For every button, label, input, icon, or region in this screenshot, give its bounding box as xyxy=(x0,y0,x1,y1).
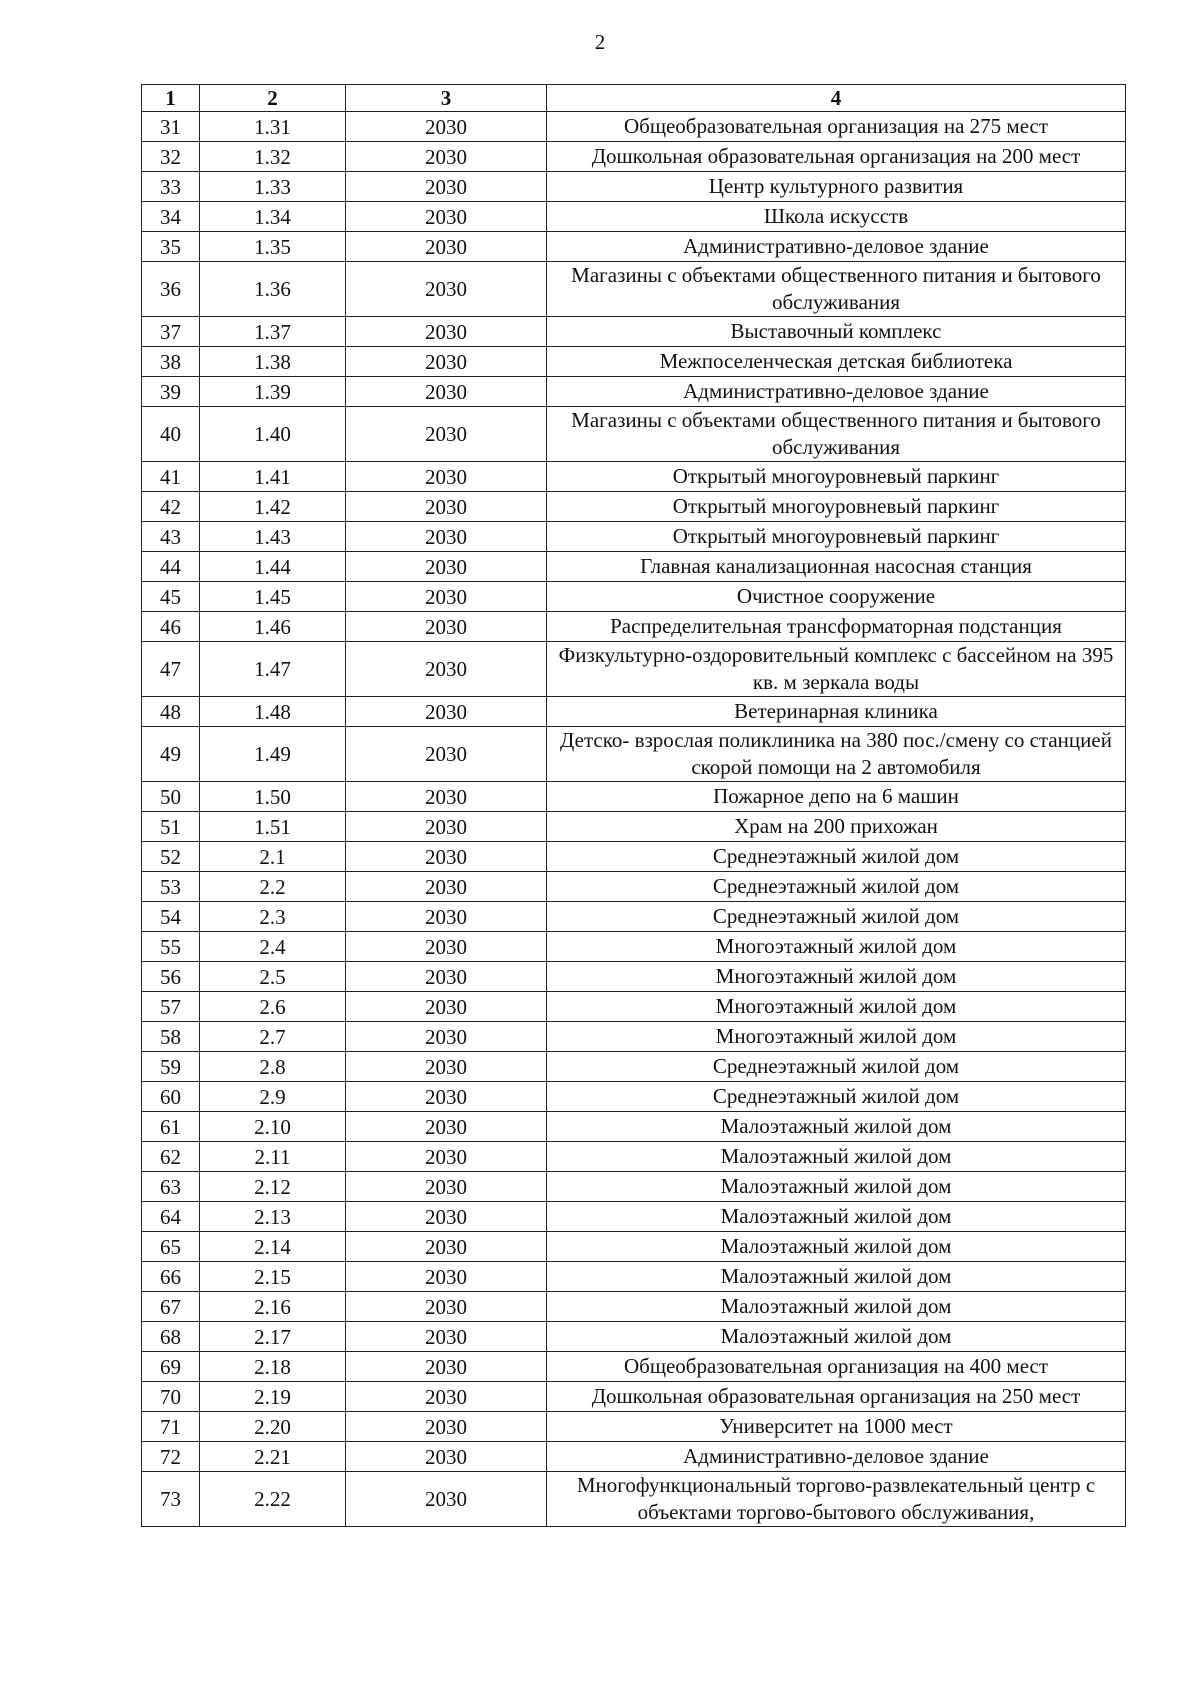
object-description-cell: Физкультурно-оздоровительный комплекс с бассейном на 395 кв. м зеркала воды xyxy=(547,642,1126,697)
object-description-cell: Малоэтажный жилой дом xyxy=(547,1172,1126,1202)
year-cell: 2030 xyxy=(346,1202,547,1232)
object-description-cell: Открытый многоуровневый паркинг xyxy=(547,522,1126,552)
year-cell: 2030 xyxy=(346,262,547,317)
object-description-cell: Административно-деловое здание xyxy=(547,377,1126,407)
row-number-cell: 51 xyxy=(142,812,200,842)
object-code-cell: 2.15 xyxy=(200,1262,346,1292)
object-description-cell: Малоэтажный жилой дом xyxy=(547,1112,1126,1142)
year-cell: 2030 xyxy=(346,932,547,962)
object-description-cell: Пожарное депо на 6 машин xyxy=(547,782,1126,812)
object-code-cell: 1.51 xyxy=(200,812,346,842)
object-description-cell: Выставочный комплекс xyxy=(547,317,1126,347)
table-body xyxy=(142,112,1126,1527)
object-description-cell: Малоэтажный жилой дом xyxy=(547,1322,1126,1352)
table-row xyxy=(142,642,1126,697)
table-row xyxy=(142,142,1126,172)
year-cell: 2030 xyxy=(346,812,547,842)
table-row xyxy=(142,347,1126,377)
table-row xyxy=(142,1322,1126,1352)
row-number-cell: 34 xyxy=(142,202,200,232)
row-number-cell: 69 xyxy=(142,1352,200,1382)
object-code-cell: 2.21 xyxy=(200,1442,346,1472)
row-number-cell: 71 xyxy=(142,1412,200,1442)
table-row xyxy=(142,522,1126,552)
year-cell: 2030 xyxy=(346,1412,547,1442)
object-description-cell: Малоэтажный жилой дом xyxy=(547,1262,1126,1292)
table-row xyxy=(142,612,1126,642)
object-code-cell: 2.5 xyxy=(200,962,346,992)
object-code-cell: 2.17 xyxy=(200,1322,346,1352)
object-description-cell: Малоэтажный жилой дом xyxy=(547,1232,1126,1262)
year-cell: 2030 xyxy=(346,902,547,932)
table-row xyxy=(142,1112,1126,1142)
year-cell: 2030 xyxy=(346,1322,547,1352)
object-description-cell: Среднеэтажный жилой дом xyxy=(547,902,1126,932)
year-cell: 2030 xyxy=(346,1472,547,1527)
object-code-cell: 2.10 xyxy=(200,1112,346,1142)
year-cell: 2030 xyxy=(346,1232,547,1262)
row-number-cell: 73 xyxy=(142,1472,200,1527)
table-row xyxy=(142,1442,1126,1472)
row-number-cell: 44 xyxy=(142,552,200,582)
row-number-cell: 64 xyxy=(142,1202,200,1232)
table-row xyxy=(142,1352,1126,1382)
year-cell: 2030 xyxy=(346,142,547,172)
object-code-cell: 2.4 xyxy=(200,932,346,962)
table-row xyxy=(142,697,1126,727)
year-cell: 2030 xyxy=(346,1352,547,1382)
object-code-cell: 1.37 xyxy=(200,317,346,347)
table-row xyxy=(142,262,1126,317)
object-description-cell: Школа искусств xyxy=(547,202,1126,232)
row-number-cell: 48 xyxy=(142,697,200,727)
table-row xyxy=(142,492,1126,522)
object-code-cell: 1.34 xyxy=(200,202,346,232)
object-code-cell: 2.12 xyxy=(200,1172,346,1202)
row-number-cell: 52 xyxy=(142,842,200,872)
row-number-cell: 59 xyxy=(142,1052,200,1082)
row-number-cell: 72 xyxy=(142,1442,200,1472)
column-header: 4 xyxy=(547,85,1126,112)
table-row xyxy=(142,1412,1126,1442)
table-row xyxy=(142,112,1126,142)
object-code-cell: 2.1 xyxy=(200,842,346,872)
row-number-cell: 65 xyxy=(142,1232,200,1262)
object-code-cell: 1.33 xyxy=(200,172,346,202)
object-code-cell: 2.11 xyxy=(200,1142,346,1172)
year-cell: 2030 xyxy=(346,1082,547,1112)
row-number-cell: 35 xyxy=(142,232,200,262)
object-code-cell: 1.44 xyxy=(200,552,346,582)
year-cell: 2030 xyxy=(346,1112,547,1142)
table-row xyxy=(142,1232,1126,1262)
year-cell: 2030 xyxy=(346,317,547,347)
table-header-row xyxy=(142,85,1126,112)
row-number-cell: 56 xyxy=(142,962,200,992)
object-description-cell: Главная канализационная насосная станция xyxy=(547,552,1126,582)
object-code-cell: 1.35 xyxy=(200,232,346,262)
year-cell: 2030 xyxy=(346,992,547,1022)
object-code-cell: 1.38 xyxy=(200,347,346,377)
row-number-cell: 40 xyxy=(142,407,200,462)
year-cell: 2030 xyxy=(346,1442,547,1472)
row-number-cell: 49 xyxy=(142,727,200,782)
table-row xyxy=(142,902,1126,932)
year-cell: 2030 xyxy=(346,1052,547,1082)
year-cell: 2030 xyxy=(346,697,547,727)
object-description-cell: Университет на 1000 мест xyxy=(547,1412,1126,1442)
row-number-cell: 66 xyxy=(142,1262,200,1292)
object-description-cell: Ветеринарная клиника xyxy=(547,697,1126,727)
year-cell: 2030 xyxy=(346,347,547,377)
table-row xyxy=(142,1082,1126,1112)
year-cell: 2030 xyxy=(346,522,547,552)
year-cell: 2030 xyxy=(346,612,547,642)
year-cell: 2030 xyxy=(346,962,547,992)
object-description-cell: Среднеэтажный жилой дом xyxy=(547,1082,1126,1112)
row-number-cell: 37 xyxy=(142,317,200,347)
column-header: 2 xyxy=(200,85,346,112)
table-row xyxy=(142,782,1126,812)
object-description-cell: Среднеэтажный жилой дом xyxy=(547,1052,1126,1082)
object-description-cell: Магазины с объектами общественного питания и бытового обслуживания xyxy=(547,262,1126,317)
year-cell: 2030 xyxy=(346,782,547,812)
table-row xyxy=(142,1202,1126,1232)
year-cell: 2030 xyxy=(346,1022,547,1052)
year-cell: 2030 xyxy=(346,1382,547,1412)
object-code-cell: 1.31 xyxy=(200,112,346,142)
object-code-cell: 1.39 xyxy=(200,377,346,407)
year-cell: 2030 xyxy=(346,872,547,902)
object-code-cell: 1.47 xyxy=(200,642,346,697)
table-row xyxy=(142,172,1126,202)
year-cell: 2030 xyxy=(346,407,547,462)
object-description-cell: Административно-деловое здание xyxy=(547,1442,1126,1472)
object-description-cell: Храм на 200 прихожан xyxy=(547,812,1126,842)
object-description-cell: Многофункциональный торгово-развлекательный центр с объектами торгово-бытового обслуживания, xyxy=(547,1472,1126,1527)
row-number-cell: 41 xyxy=(142,462,200,492)
object-code-cell: 1.32 xyxy=(200,142,346,172)
year-cell: 2030 xyxy=(346,727,547,782)
row-number-cell: 50 xyxy=(142,782,200,812)
table-row xyxy=(142,377,1126,407)
column-header: 3 xyxy=(346,85,547,112)
object-code-cell: 2.8 xyxy=(200,1052,346,1082)
row-number-cell: 57 xyxy=(142,992,200,1022)
object-code-cell: 1.45 xyxy=(200,582,346,612)
object-description-cell: Многоэтажный жилой дом xyxy=(547,992,1126,1022)
object-description-cell: Дошкольная образовательная организация на 250 мест xyxy=(547,1382,1126,1412)
row-number-cell: 58 xyxy=(142,1022,200,1052)
row-number-cell: 36 xyxy=(142,262,200,317)
table-row xyxy=(142,1292,1126,1322)
object-description-cell: Среднеэтажный жилой дом xyxy=(547,842,1126,872)
table-row xyxy=(142,872,1126,902)
object-description-cell: Распределительная трансформаторная подстанция xyxy=(547,612,1126,642)
object-code-cell: 2.9 xyxy=(200,1082,346,1112)
row-number-cell: 55 xyxy=(142,932,200,962)
object-description-cell: Многоэтажный жилой дом xyxy=(547,962,1126,992)
row-number-cell: 53 xyxy=(142,872,200,902)
object-code-cell: 1.50 xyxy=(200,782,346,812)
object-code-cell: 2.22 xyxy=(200,1472,346,1527)
row-number-cell: 67 xyxy=(142,1292,200,1322)
year-cell: 2030 xyxy=(346,232,547,262)
object-description-cell: Многоэтажный жилой дом xyxy=(547,1022,1126,1052)
object-description-cell: Малоэтажный жилой дом xyxy=(547,1142,1126,1172)
table-row xyxy=(142,992,1126,1022)
object-description-cell: Малоэтажный жилой дом xyxy=(547,1292,1126,1322)
object-description-cell: Среднеэтажный жилой дом xyxy=(547,872,1126,902)
column-header: 1 xyxy=(142,85,200,112)
year-cell: 2030 xyxy=(346,642,547,697)
object-code-cell: 1.46 xyxy=(200,612,346,642)
row-number-cell: 60 xyxy=(142,1082,200,1112)
object-code-cell: 2.2 xyxy=(200,872,346,902)
object-description-cell: Многоэтажный жилой дом xyxy=(547,932,1126,962)
object-code-cell: 2.14 xyxy=(200,1232,346,1262)
object-code-cell: 1.40 xyxy=(200,407,346,462)
page-number: 2 xyxy=(594,30,606,54)
object-code-cell: 2.13 xyxy=(200,1202,346,1232)
year-cell: 2030 xyxy=(346,202,547,232)
row-number-cell: 63 xyxy=(142,1172,200,1202)
row-number-cell: 46 xyxy=(142,612,200,642)
year-cell: 2030 xyxy=(346,842,547,872)
row-number-cell: 32 xyxy=(142,142,200,172)
object-description-cell: Общеобразовательная организация на 275 мест xyxy=(547,112,1126,142)
row-number-cell: 70 xyxy=(142,1382,200,1412)
table-row xyxy=(142,1382,1126,1412)
object-code-cell: 1.42 xyxy=(200,492,346,522)
table-row xyxy=(142,962,1126,992)
object-code-cell: 2.19 xyxy=(200,1382,346,1412)
year-cell: 2030 xyxy=(346,1262,547,1292)
row-number-cell: 68 xyxy=(142,1322,200,1352)
object-code-cell: 1.49 xyxy=(200,727,346,782)
year-cell: 2030 xyxy=(346,377,547,407)
object-code-cell: 1.41 xyxy=(200,462,346,492)
row-number-cell: 42 xyxy=(142,492,200,522)
year-cell: 2030 xyxy=(346,462,547,492)
row-number-cell: 33 xyxy=(142,172,200,202)
row-number-cell: 39 xyxy=(142,377,200,407)
table-row xyxy=(142,1262,1126,1292)
year-cell: 2030 xyxy=(346,1142,547,1172)
year-cell: 2030 xyxy=(346,582,547,612)
row-number-cell: 47 xyxy=(142,642,200,697)
object-code-cell: 2.16 xyxy=(200,1292,346,1322)
table-row xyxy=(142,202,1126,232)
table-row xyxy=(142,932,1126,962)
object-description-cell: Открытый многоуровневый паркинг xyxy=(547,462,1126,492)
table-row xyxy=(142,317,1126,347)
object-description-cell: Дошкольная образовательная организация на 200 мест xyxy=(547,142,1126,172)
object-code-cell: 2.20 xyxy=(200,1412,346,1442)
object-description-cell: Очистное сооружение xyxy=(547,582,1126,612)
table-row xyxy=(142,727,1126,782)
object-code-cell: 1.43 xyxy=(200,522,346,552)
object-description-cell: Магазины с объектами общественного питания и бытового обслуживания xyxy=(547,407,1126,462)
table-row xyxy=(142,1022,1126,1052)
table-row xyxy=(142,1052,1126,1082)
object-description-cell: Малоэтажный жилой дом xyxy=(547,1202,1126,1232)
year-cell: 2030 xyxy=(346,492,547,522)
object-description-cell: Общеобразовательная организация на 400 мест xyxy=(547,1352,1126,1382)
object-code-cell: 2.18 xyxy=(200,1352,346,1382)
row-number-cell: 62 xyxy=(142,1142,200,1172)
row-number-cell: 61 xyxy=(142,1112,200,1142)
table-row xyxy=(142,1472,1126,1527)
table-row xyxy=(142,582,1126,612)
object-description-cell: Межпоселенческая детская библиотека xyxy=(547,347,1126,377)
row-number-cell: 43 xyxy=(142,522,200,552)
objects-table xyxy=(141,84,1126,1527)
table-row xyxy=(142,812,1126,842)
object-description-cell: Открытый многоуровневый паркинг xyxy=(547,492,1126,522)
row-number-cell: 38 xyxy=(142,347,200,377)
row-number-cell: 31 xyxy=(142,112,200,142)
year-cell: 2030 xyxy=(346,552,547,582)
table-row xyxy=(142,407,1126,462)
object-code-cell: 1.36 xyxy=(200,262,346,317)
table-row xyxy=(142,232,1126,262)
row-number-cell: 54 xyxy=(142,902,200,932)
table-row xyxy=(142,1172,1126,1202)
object-code-cell: 2.3 xyxy=(200,902,346,932)
year-cell: 2030 xyxy=(346,1172,547,1202)
table-row xyxy=(142,552,1126,582)
table-row xyxy=(142,462,1126,492)
object-code-cell: 1.48 xyxy=(200,697,346,727)
object-description-cell: Административно-деловое здание xyxy=(547,232,1126,262)
year-cell: 2030 xyxy=(346,172,547,202)
object-description-cell: Центр культурного развития xyxy=(547,172,1126,202)
table-row xyxy=(142,1142,1126,1172)
object-code-cell: 2.7 xyxy=(200,1022,346,1052)
object-code-cell: 2.6 xyxy=(200,992,346,1022)
year-cell: 2030 xyxy=(346,112,547,142)
table-row xyxy=(142,842,1126,872)
row-number-cell: 45 xyxy=(142,582,200,612)
object-description-cell: Детско- взрослая поликлиника на 380 пос./смену со станцией скорой помощи на 2 автомобиля xyxy=(547,727,1126,782)
year-cell: 2030 xyxy=(346,1292,547,1322)
